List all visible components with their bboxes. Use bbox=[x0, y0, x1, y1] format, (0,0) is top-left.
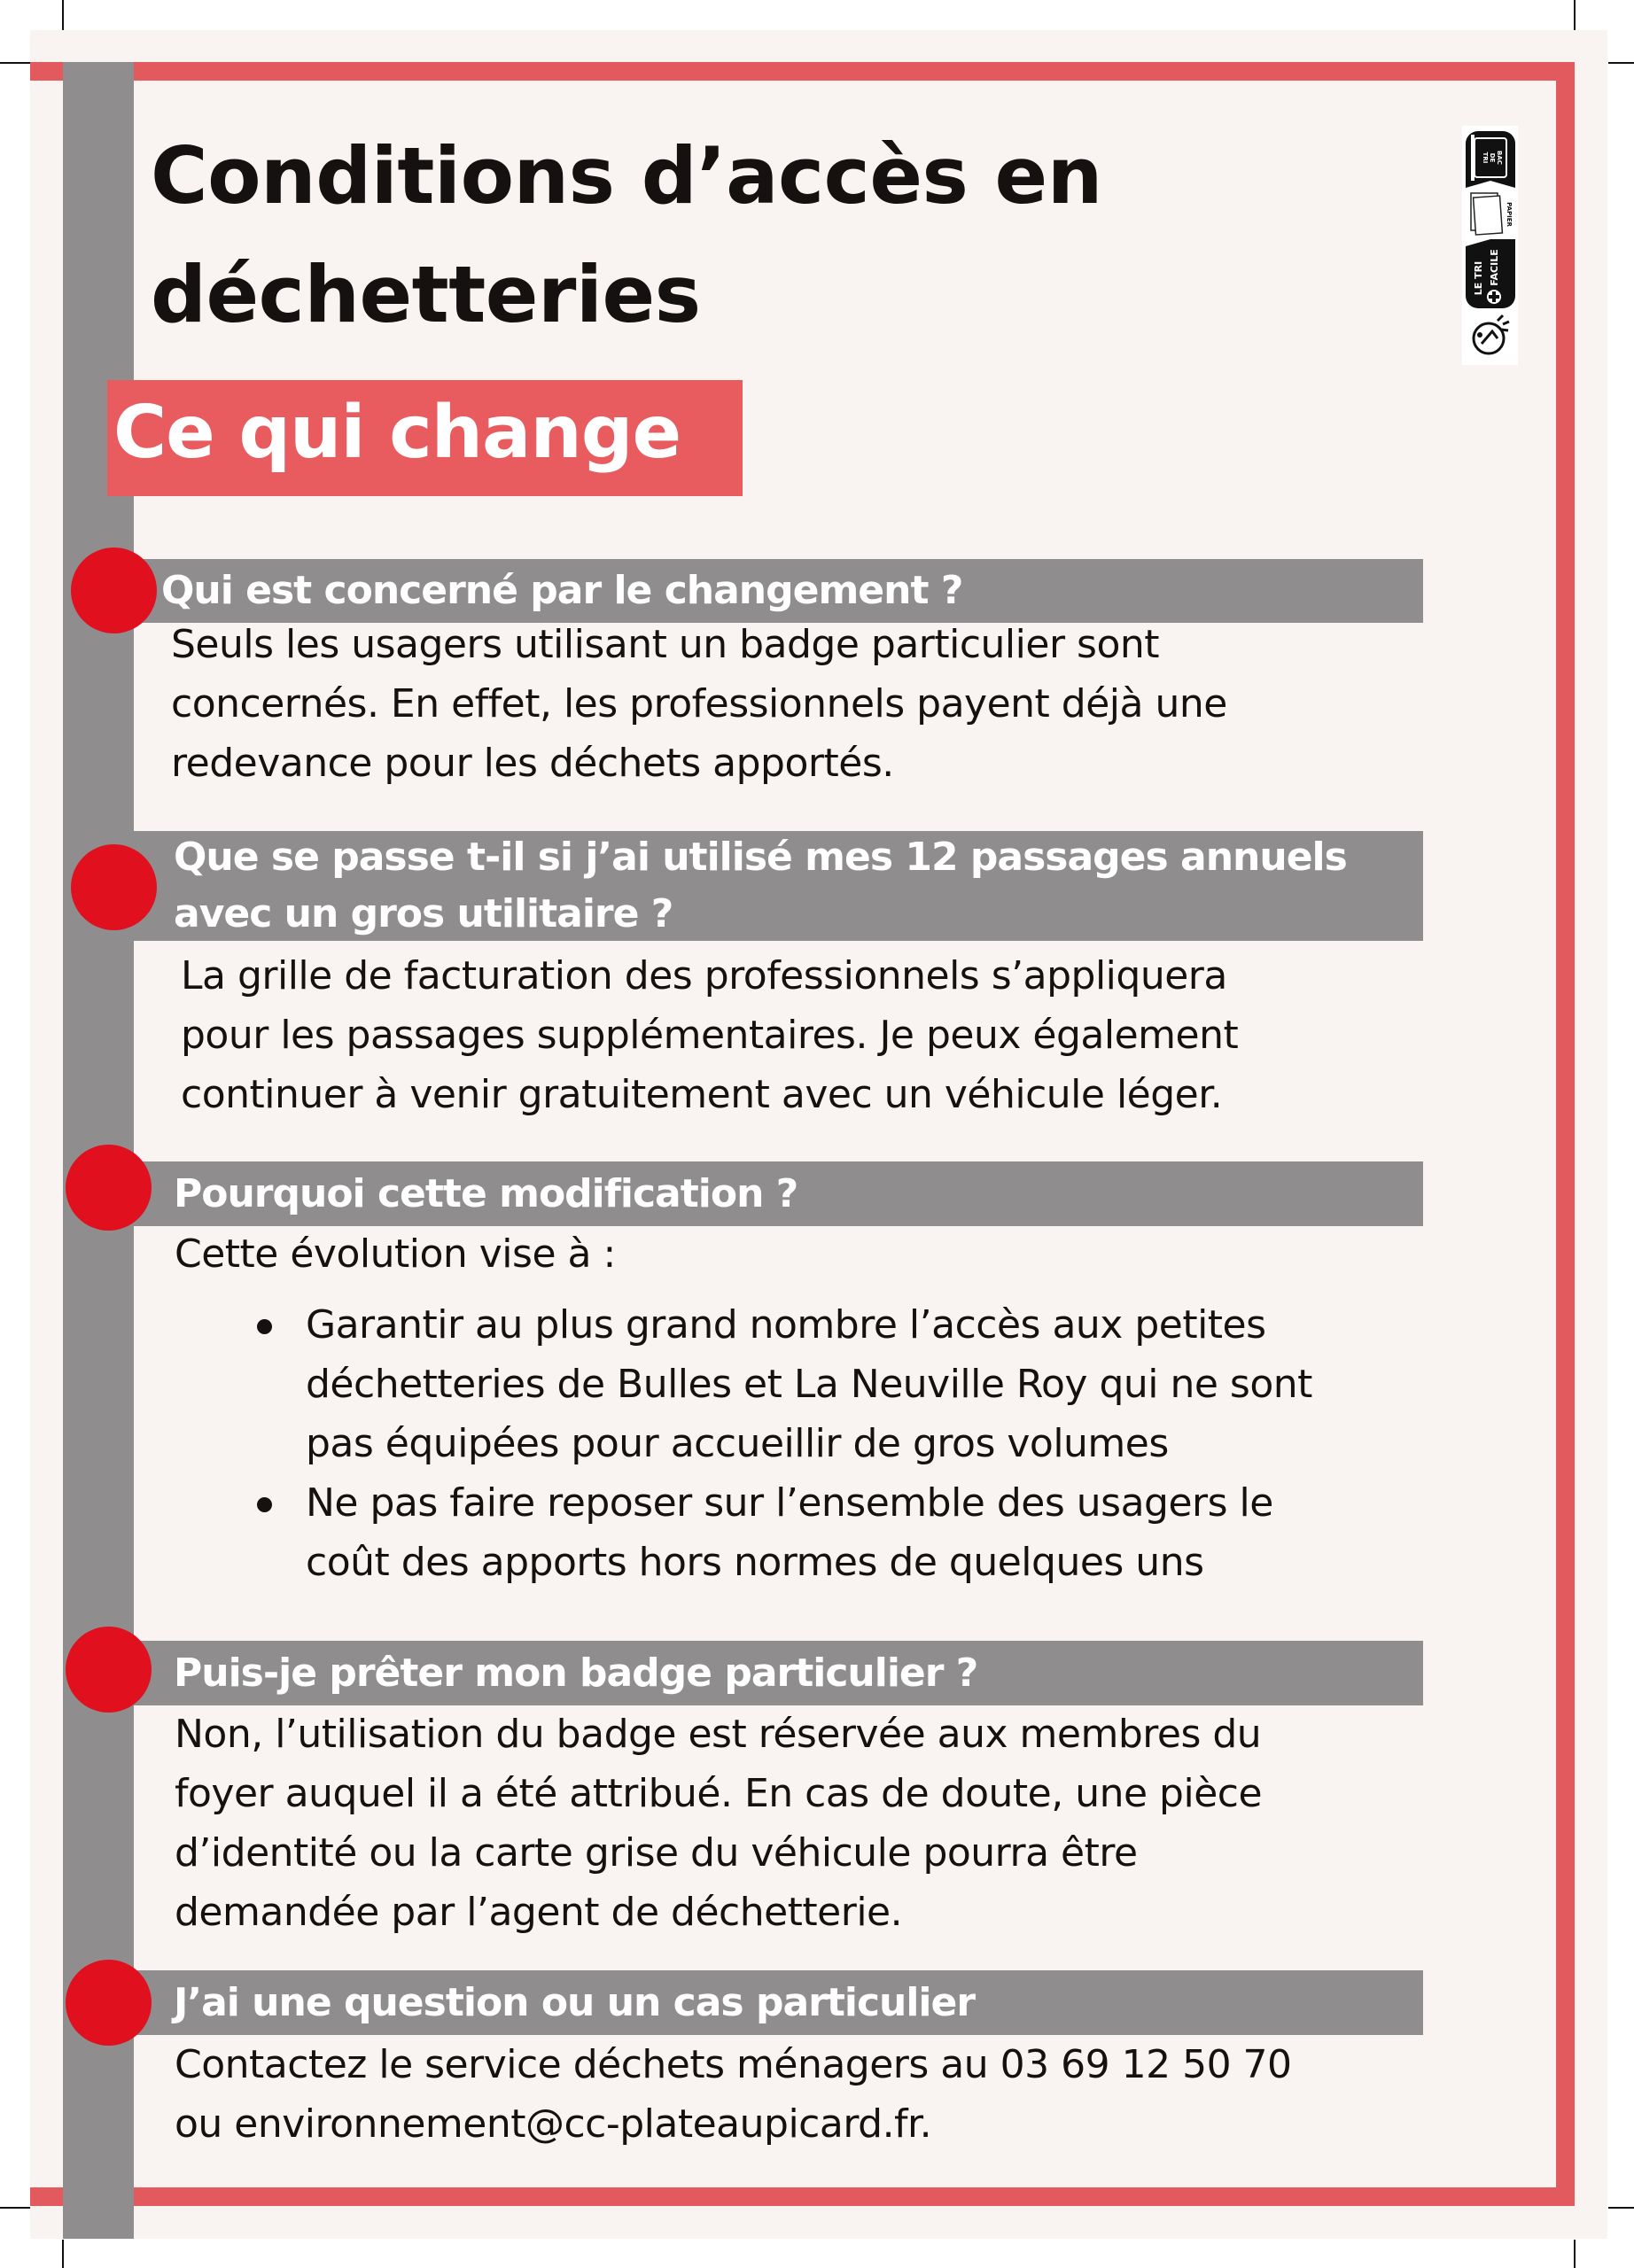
question-line: J’ai une question ou un cas particulier bbox=[174, 1980, 976, 2025]
title-line: déchetteries bbox=[151, 249, 701, 340]
recycling-emblem-icon bbox=[1474, 315, 1509, 353]
answer-line: La grille de facturation des professionnels s’appliquera bbox=[181, 953, 1227, 998]
bin-label-tri: TRI bbox=[1482, 151, 1489, 164]
answer-line: continuer à venir gratuitement avec un véhicule léger. bbox=[181, 1072, 1223, 1117]
answer-line: d’identité ou la carte grise du véhicule pourra être bbox=[175, 1830, 1138, 1876]
banner-label: Ce qui change bbox=[113, 391, 681, 475]
answer-line: redevance pour les déchets apportés. bbox=[171, 741, 894, 786]
bullet-item bbox=[257, 1295, 1312, 1473]
question-line: Que se passe t-il si j’ai utilisé mes 12 passages annuels bbox=[174, 835, 1347, 880]
plus-circle-icon bbox=[1487, 290, 1501, 304]
answer-line: Non, l’utilisation du badge est réservée aux membres du bbox=[175, 1712, 1262, 1757]
frame-border-right bbox=[1556, 62, 1575, 2206]
brand-line-1: LE TRI bbox=[1473, 260, 1484, 296]
page-title bbox=[151, 117, 1102, 354]
material-label: PAPIER bbox=[1506, 202, 1513, 227]
question-heading bbox=[174, 1641, 977, 1705]
bullet-line: Ne pas faire reposer sur l’ensemble des usagers le bbox=[306, 1480, 1273, 1526]
question-heading bbox=[174, 1161, 798, 1226]
title-line: Conditions d’accès en bbox=[151, 130, 1102, 221]
section-marker-dot bbox=[66, 1960, 152, 2046]
frame-border-bottom bbox=[30, 2187, 1575, 2206]
le-tri-facile-logo bbox=[1462, 126, 1518, 365]
bullet-line: déchetteries de Bulles et La Neuville Roy qui ne sont bbox=[306, 1362, 1312, 1407]
bin-label-de: DE bbox=[1489, 152, 1496, 163]
answer-line: Seuls les usagers utilisant un badge particulier sont bbox=[171, 622, 1160, 667]
bullet-line: Garantir au plus grand nombre l’accès aux petites bbox=[306, 1302, 1266, 1348]
answer-text bbox=[181, 946, 1238, 1124]
section-marker-dot bbox=[66, 1627, 152, 1713]
answer-line: foyer auquel il a été attribué. En cas de doute, une pièce bbox=[175, 1771, 1263, 1816]
intro-text: Cette évolution vise à : bbox=[175, 1231, 616, 1277]
bullet-list bbox=[257, 1295, 1312, 1592]
answer-line: concernés. En effet, les professionnels payent déjà une bbox=[171, 681, 1227, 726]
section-marker-dot bbox=[71, 844, 157, 930]
section-marker-dot bbox=[66, 1145, 152, 1231]
answer-line: demandée par l’agent de déchetterie. bbox=[175, 1890, 903, 1935]
question-heading bbox=[174, 829, 1347, 943]
contact-email-line[interactable]: ou environnement@cc-plateaupicard.fr. bbox=[175, 2101, 932, 2147]
crop-mark-top-right-vertical bbox=[1574, 0, 1576, 30]
question-heading bbox=[174, 1970, 975, 2035]
bullet-line: pas équipées pour accueillir de gros volumes bbox=[306, 1421, 1169, 1466]
bullet-line: coût des apports hors normes de quelques uns bbox=[306, 1540, 1204, 1585]
answer-line: pour les passages supplémentaires. Je peux également bbox=[181, 1013, 1239, 1058]
paper-icon bbox=[1471, 193, 1502, 235]
answer-text bbox=[171, 615, 1227, 793]
crop-mark-bottom-left-vertical bbox=[62, 2240, 64, 2268]
tri-facile-logo-icon bbox=[1462, 126, 1518, 365]
answer-text bbox=[175, 1705, 1262, 1942]
crop-mark-top-right-horizontal bbox=[1608, 62, 1634, 64]
crop-mark-top-left-vertical bbox=[62, 0, 64, 30]
crop-mark-bottom-right-horizontal bbox=[1608, 2207, 1634, 2209]
bullet-dot-icon bbox=[257, 1319, 272, 1334]
bullet-dot-icon bbox=[257, 1497, 272, 1512]
contact-phone-line: Contactez le service déchets ménagers au 03 69 12 50 70 bbox=[175, 2042, 1292, 2087]
question-line: Puis-je prêter mon badge particulier ? bbox=[174, 1651, 978, 1696]
crop-mark-bottom-right-vertical bbox=[1574, 2240, 1576, 2268]
question-line: avec un gros utilitaire ? bbox=[174, 891, 673, 936]
question-line: Qui est concerné par le changement ? bbox=[161, 568, 963, 613]
question-line: Pourquoi cette modification ? bbox=[174, 1171, 798, 1216]
crop-mark-top-left-horizontal bbox=[0, 62, 30, 64]
bin-label-bac: BAC bbox=[1496, 151, 1503, 165]
bullet-item bbox=[257, 1473, 1312, 1592]
crop-mark-bottom-left-horizontal bbox=[0, 2207, 30, 2209]
contact-text bbox=[175, 2035, 1292, 2154]
brand-line-2: FACILE bbox=[1489, 249, 1500, 286]
section-marker-dot bbox=[71, 548, 157, 633]
question-heading bbox=[161, 559, 962, 623]
frame-border-top bbox=[30, 62, 1575, 81]
